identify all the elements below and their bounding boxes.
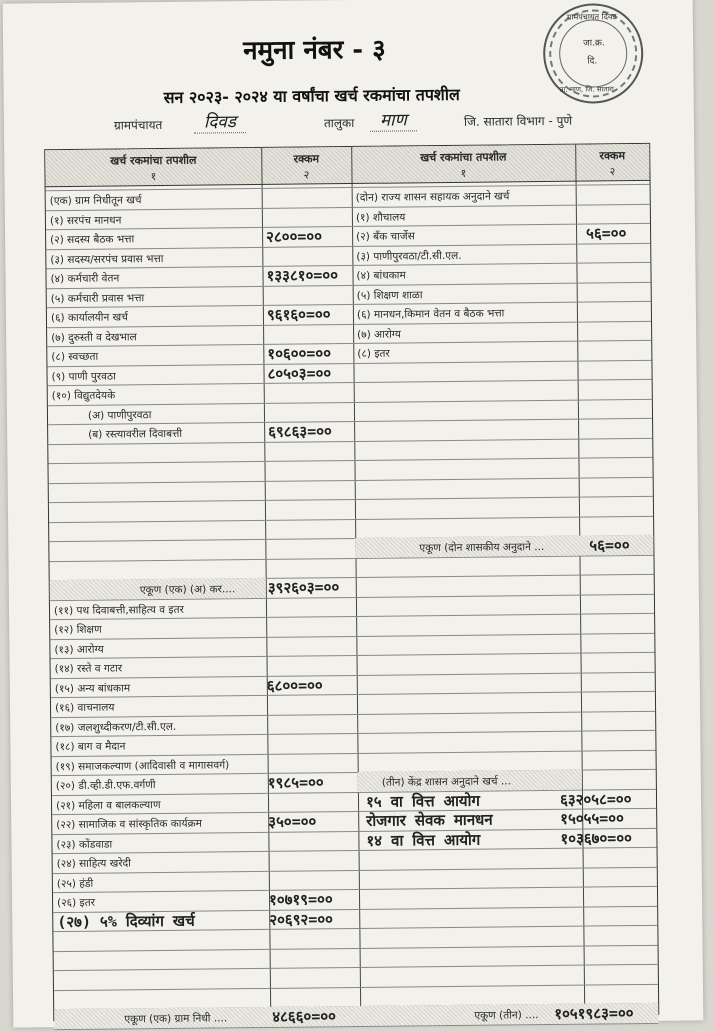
left-row-amount-text: १३३८१०=००: [266, 266, 339, 285]
district-label: जि. सातारा विभाग - पुणे: [463, 113, 573, 129]
left-row-label-text: (२) सदस्य बैठक भत्ता: [50, 233, 135, 247]
right-row3-label-text: रोजगार सेवक मानधन: [366, 810, 493, 830]
subtitle-prefix: सन: [163, 87, 184, 107]
document-page: [3, 0, 704, 1028]
left-row-amount-text: २८००=००: [266, 227, 323, 246]
left-row2-label-text: (२५) हंडी: [56, 877, 94, 890]
left-row2-label-text: (१३) आरोग्य: [54, 643, 104, 656]
left-subtotal-label-text: एकूण (एक) (अ) कर....: [139, 583, 236, 597]
right-row-label-text: (२) बँक चार्जेस: [356, 230, 415, 243]
page-subtitle: [164, 83, 460, 108]
left-row2-amount-text: ३५०=००: [268, 812, 317, 831]
left-row2-label-text: (२३) कोंडवाडा: [56, 838, 113, 851]
left-row2-label-text: (१५) अन्य बांधकाम: [54, 681, 131, 695]
right-section-title-text: (दोन) राज्य शासन सहायक अनुदाने खर्च: [355, 190, 510, 204]
right-grand-total-amount-text: १०५१९८३=००: [554, 1004, 634, 1023]
left-row-amount-text: ६९८६३=००: [268, 422, 332, 441]
col-header-desc-left: खर्च रकमांचा तपशील: [110, 153, 197, 168]
row-line: [54, 944, 658, 951]
col-header-desc-right: खर्च रकमांचा तपशील: [420, 150, 507, 165]
right-row3-label-text: १५ वा वित्त आयोग: [365, 791, 480, 811]
left-row2-amount-text: ६८००=००: [266, 675, 323, 695]
row-line: [54, 964, 658, 971]
right-row-label-text: (८) इतर: [357, 347, 390, 360]
left-row-amount-text: १०६००=००: [267, 344, 332, 363]
left-row-label-text: (५) कर्मचारी प्रवास भत्ता: [50, 291, 145, 305]
row-line: [49, 515, 653, 522]
left-row2-label-text: (२२) सामाजिक व सांस्कृतिक कार्यक्रम: [56, 817, 202, 832]
year-separator: -: [222, 87, 229, 107]
left-row-label-text: (१०) विद्युतदेयके: [51, 389, 116, 403]
right-row-label-text: (७) आरोग्य: [357, 327, 401, 341]
year-start: २०२३: [188, 87, 223, 107]
left-section-title-text: (एक) ग्राम निधीतून खर्च: [49, 194, 142, 208]
left-row2-label-text: (१७) जलशुध्दीकरण/टी.सी.एल.: [55, 720, 177, 734]
left-row2-label-text: (२०) डी.व्ही.डी.एफ.वर्गणी: [55, 779, 156, 793]
right-row3-amount-text: १०३६७०=००: [560, 828, 632, 848]
left-row-label-text: (अ) पाणीपुरवठा: [87, 408, 152, 422]
right-row3-amount-text: ६३२०५८=००: [559, 789, 632, 809]
left-row-amount-text: ८०५०३=००: [267, 363, 332, 383]
seal-text-date: दि.: [587, 56, 598, 67]
left-subtotal-amount-text: ३९२६०३=००: [267, 578, 340, 597]
gram-label: ग्रामपंचायत: [113, 117, 163, 133]
right-row-label-text: (१) शौचालय: [355, 210, 406, 224]
right-section3-title-text: (तीन) केंद्र शासन अनुदाने खर्च ...: [381, 775, 511, 789]
right-grand-total-amount: [54, 1003, 658, 1031]
col-header-amount-right: रक्कम: [599, 149, 626, 163]
left-row2-label-text: (१६) वाचनालय: [54, 701, 115, 715]
col-header-amount-left: रक्कम: [293, 152, 320, 166]
right-row-label-text: (४) बांधकाम: [356, 269, 406, 282]
seal-text-bottom: ता. माण, जि. सातारा: [559, 85, 614, 94]
seal-text-ref: जा.क्र.: [583, 38, 605, 49]
left-row-label-text: (९) पाणी पुरवठा: [51, 369, 116, 383]
left-row2-label-text: (२७) ५% दिव्यांग खर्च: [57, 911, 195, 931]
page-title: नमुना नंबर - ३: [243, 34, 386, 67]
left-row2-label-text: (११) पथ दिवाबत्ती,साहित्य व इतर: [53, 603, 184, 617]
left-row-label-text: (३) सदस्य/सरपंच प्रवास भत्ता: [50, 252, 164, 266]
left-row2-label-text: (२४) साहित्य खरेदी: [56, 857, 131, 871]
location-line: [113, 110, 674, 133]
left-row-label-text: (८) स्वच्छता: [51, 350, 99, 364]
left-grand-total-label-text: एकूण (एक) ग्राम निधी ....: [124, 1012, 228, 1026]
left-row-label-text: (ब) रस्त्यावरील दिवाबत्ती: [88, 427, 183, 441]
left-grand-total-amount-text: ४८६६०=००: [272, 1007, 337, 1026]
right-subtotal-amount: [49, 535, 653, 563]
left-row2-label-text: (१९) समाजकल्याण (आदिवासी व मागासवर्ग): [55, 758, 230, 773]
col-number-2: २: [303, 168, 310, 182]
left-row-label-text: (७) दुरुस्ती व देखभाल: [51, 330, 137, 344]
right-row-label-text: (५) शिक्षण शाळा: [356, 288, 423, 302]
right-row-amount-text: ५६=००: [586, 224, 627, 243]
row-line: [49, 496, 653, 503]
row-line: [49, 476, 653, 483]
seal-text-top: ग्रामपंचायत दिवड: [566, 12, 617, 22]
right-row3-amount-text: १५०५५=००: [560, 809, 624, 828]
left-row-label-text: (४) कर्मचारी वेतन: [50, 272, 120, 286]
year-end: २०२४: [234, 86, 268, 107]
right-row-label-text: (६) मानधन,किमान वेतन व बैठक भत्ता: [356, 307, 505, 321]
left-row2-label-text: (१८) बाग व मैदान: [55, 740, 126, 754]
col-number-4: २: [609, 165, 616, 179]
right-row-label-text: (३) पाणीपुरवठा/टी.सी.एल.: [356, 249, 462, 263]
left-row-amount-text: ९६१६०=००: [266, 305, 331, 324]
subtitle-suffix: या वर्षांचा खर्च रकमांचा तपशील: [273, 84, 460, 106]
row-line: [54, 983, 658, 990]
row-line: [48, 457, 652, 464]
right-subtotal-label-text: एकूण (दोन शासकीय अनुदाने ...: [419, 540, 545, 555]
left-row2-label-text: (२१) महिला व बालकल्याण: [55, 798, 161, 812]
left-row2-amount-text: २०६९२=००: [269, 909, 333, 929]
col-number-1: १: [150, 170, 157, 184]
left-row-label-text: (६) कार्यालयीन खर्च: [50, 311, 128, 325]
left-row2-amount-text: १०७१९=००: [268, 890, 333, 909]
expense-table: [44, 143, 659, 1026]
gram-value: दिवड: [194, 109, 246, 134]
col-number-3: १: [460, 166, 467, 180]
left-row2-label-text: (१२) शिक्षण: [54, 623, 102, 637]
left-row2-amount-text: १९८५=००: [267, 773, 324, 792]
taluka-label: तालुका: [323, 115, 355, 131]
right-subtotal-amount-text: ५६=००: [589, 536, 630, 555]
left-row-label-text: (१) सरपंच मानधन: [49, 213, 122, 227]
right-row3-label-text: १४ वा वित्त आयोग: [366, 830, 481, 850]
left-row2-label-text: (१४) रस्ते व गटार: [54, 662, 123, 676]
gram-panchayat-seal: [543, 3, 644, 104]
left-row2-label-text: (२६) इतर: [57, 896, 96, 910]
taluka-value: माण: [370, 107, 417, 131]
right-grand-total-label-text: एकूण (तीन) ....: [474, 1009, 539, 1022]
